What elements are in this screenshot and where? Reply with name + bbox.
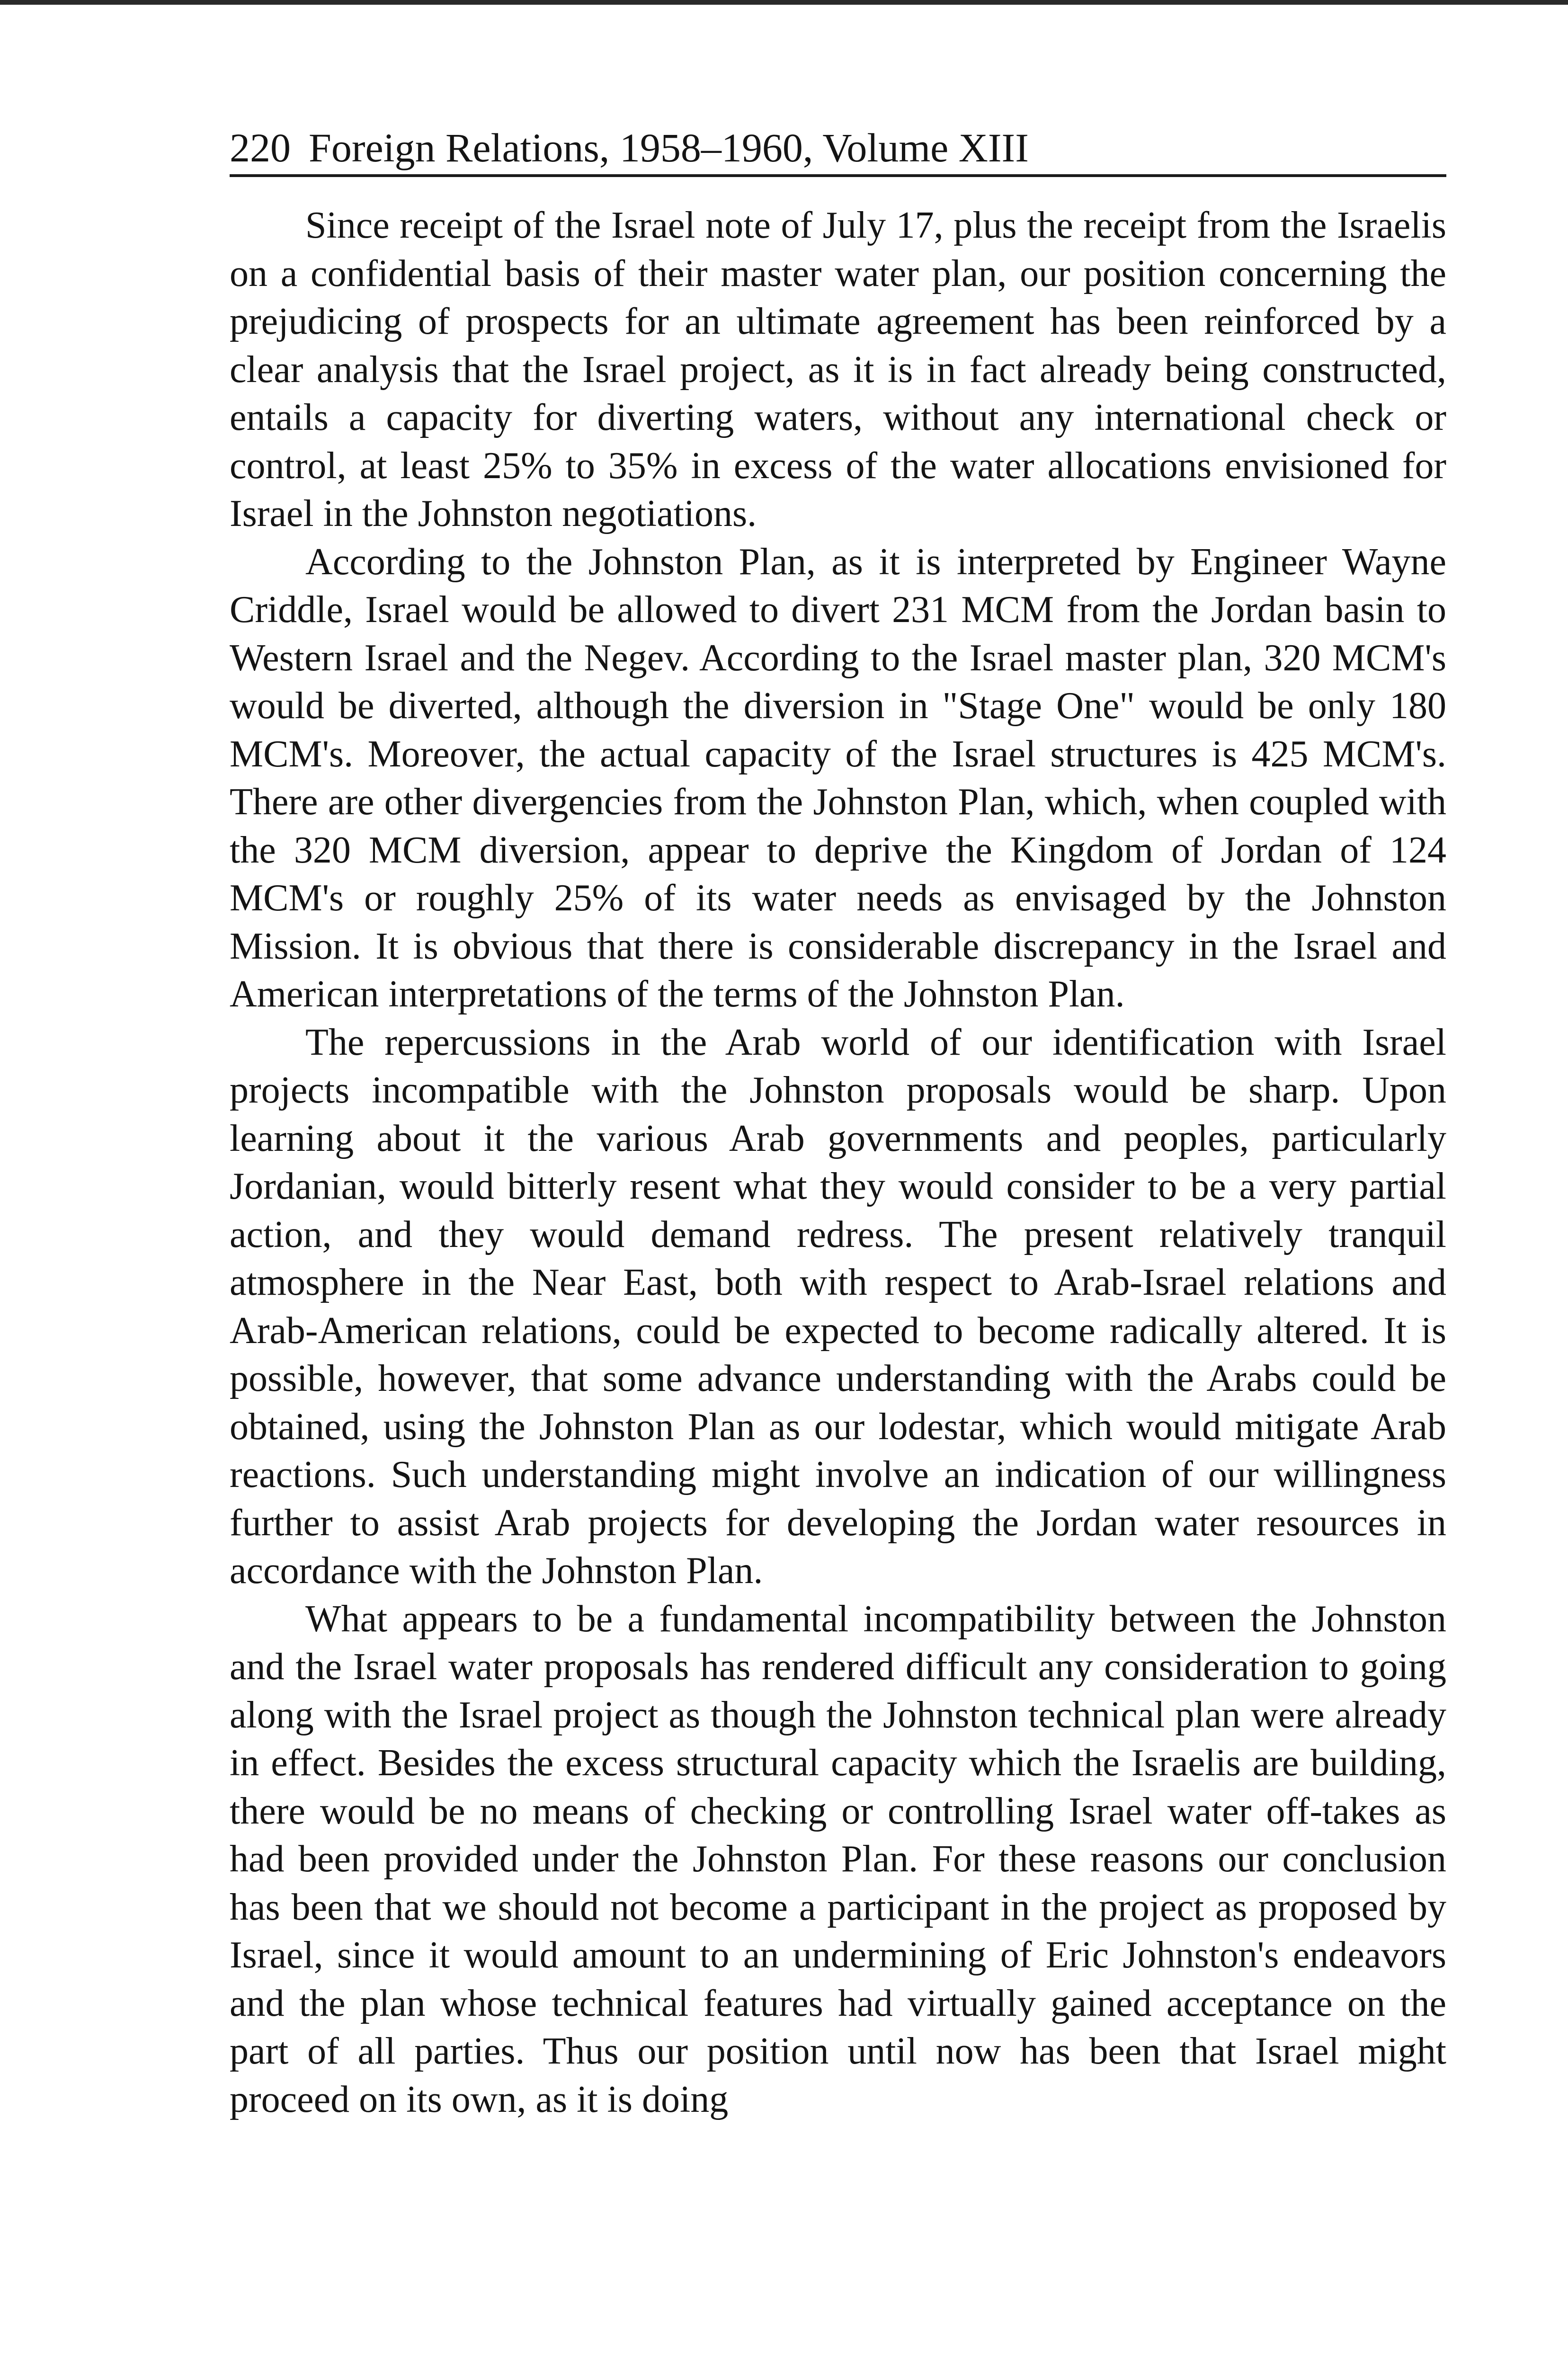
paragraph-4: What appears to be a fundamental incompatibility between the Johnston and the Israel water proposals has rendered difficult any consideration to going along with the Israel project as though the Johnston technical plan were already in effect. Besides the excess structural capacity which the Israelis are building, there would be no means of checking or controlling Israel water off-takes as had been provided under the Johnston Plan. For these reasons our conclusion has been that we should not become a participant in the project as proposed by Israel, since it would amount to an undermining of Eric Johnston's endeavors and the plan whose technical features had virtually gained acceptance on the part of all parties. Thus our position until now has been that Israel might proceed on its own, as it is doing <box>230 1598 1446 2120</box>
paragraph-3: The repercussions in the Arab world of our identification with Israel projects incompatible with the Johnston proposals would be sharp. Upon learning about it the various Arab governments and peoples, particularly Jordanian, would bitterly resent what they would consider to be a very partial action, and they would demand redress. The present relatively tranquil atmosphere in the Near East, both with respect to Arab-Israel relations and Arab-American relations, could be expected to become radically altered. It is possible, however, that some advance understanding with the Arabs could be obtained, using the Johnston Plan as our lodestar, which would mitigate Arab reactions. Such understanding might involve an indication of our willingness further to assist Arab projects for developing the Jordan water resources in accordance with the Johnston Plan. <box>230 1021 1446 1592</box>
running-header <box>230 124 1446 177</box>
paragraph-2: According to the Johnston Plan, as it is interpreted by Engineer Wayne Criddle, Israel would be allowed to divert 231 MCM from the Jordan basin to Western Israel and the Negev. According to the Israel master plan, 320 MCM's would be diverted, although the diversion in "Stage One" would be only 180 MCM's. Moreover, the actual capacity of the Israel structures is 425 MCM's. There are other divergencies from the Johnston Plan, which, when coupled with the 320 MCM diversion, appear to deprive the Kingdom of Jordan of 124 MCM's or roughly 25% of its water needs as envisaged by the Johnston Mission. It is obvious that there is considerable discrepancy in the Israel and American interpretations of the terms of the Johnston Plan. <box>230 541 1446 1015</box>
running-title: Foreign Relations, 1958–1960, Volume XIII <box>309 125 1029 170</box>
paragraph-1: Since receipt of the Israel note of July 17, plus the receipt from the Israelis on a confidential basis of their master water plan, our position concerning the prejudicing of prospects for an ultimate agreement has been reinforced by a clear analysis that the Israel project, as it is in fact already being constructed, entails a capacity for diverting waters, without any international check or control, at least 25% to 35% in excess of the water allocations envisioned for Israel in the Johnston negotiations. <box>230 205 1446 534</box>
body-text <box>230 202 1446 2124</box>
page-top-edge-rule <box>0 0 1568 5</box>
page-number: 220 <box>230 125 291 170</box>
document-page <box>230 124 1446 2124</box>
